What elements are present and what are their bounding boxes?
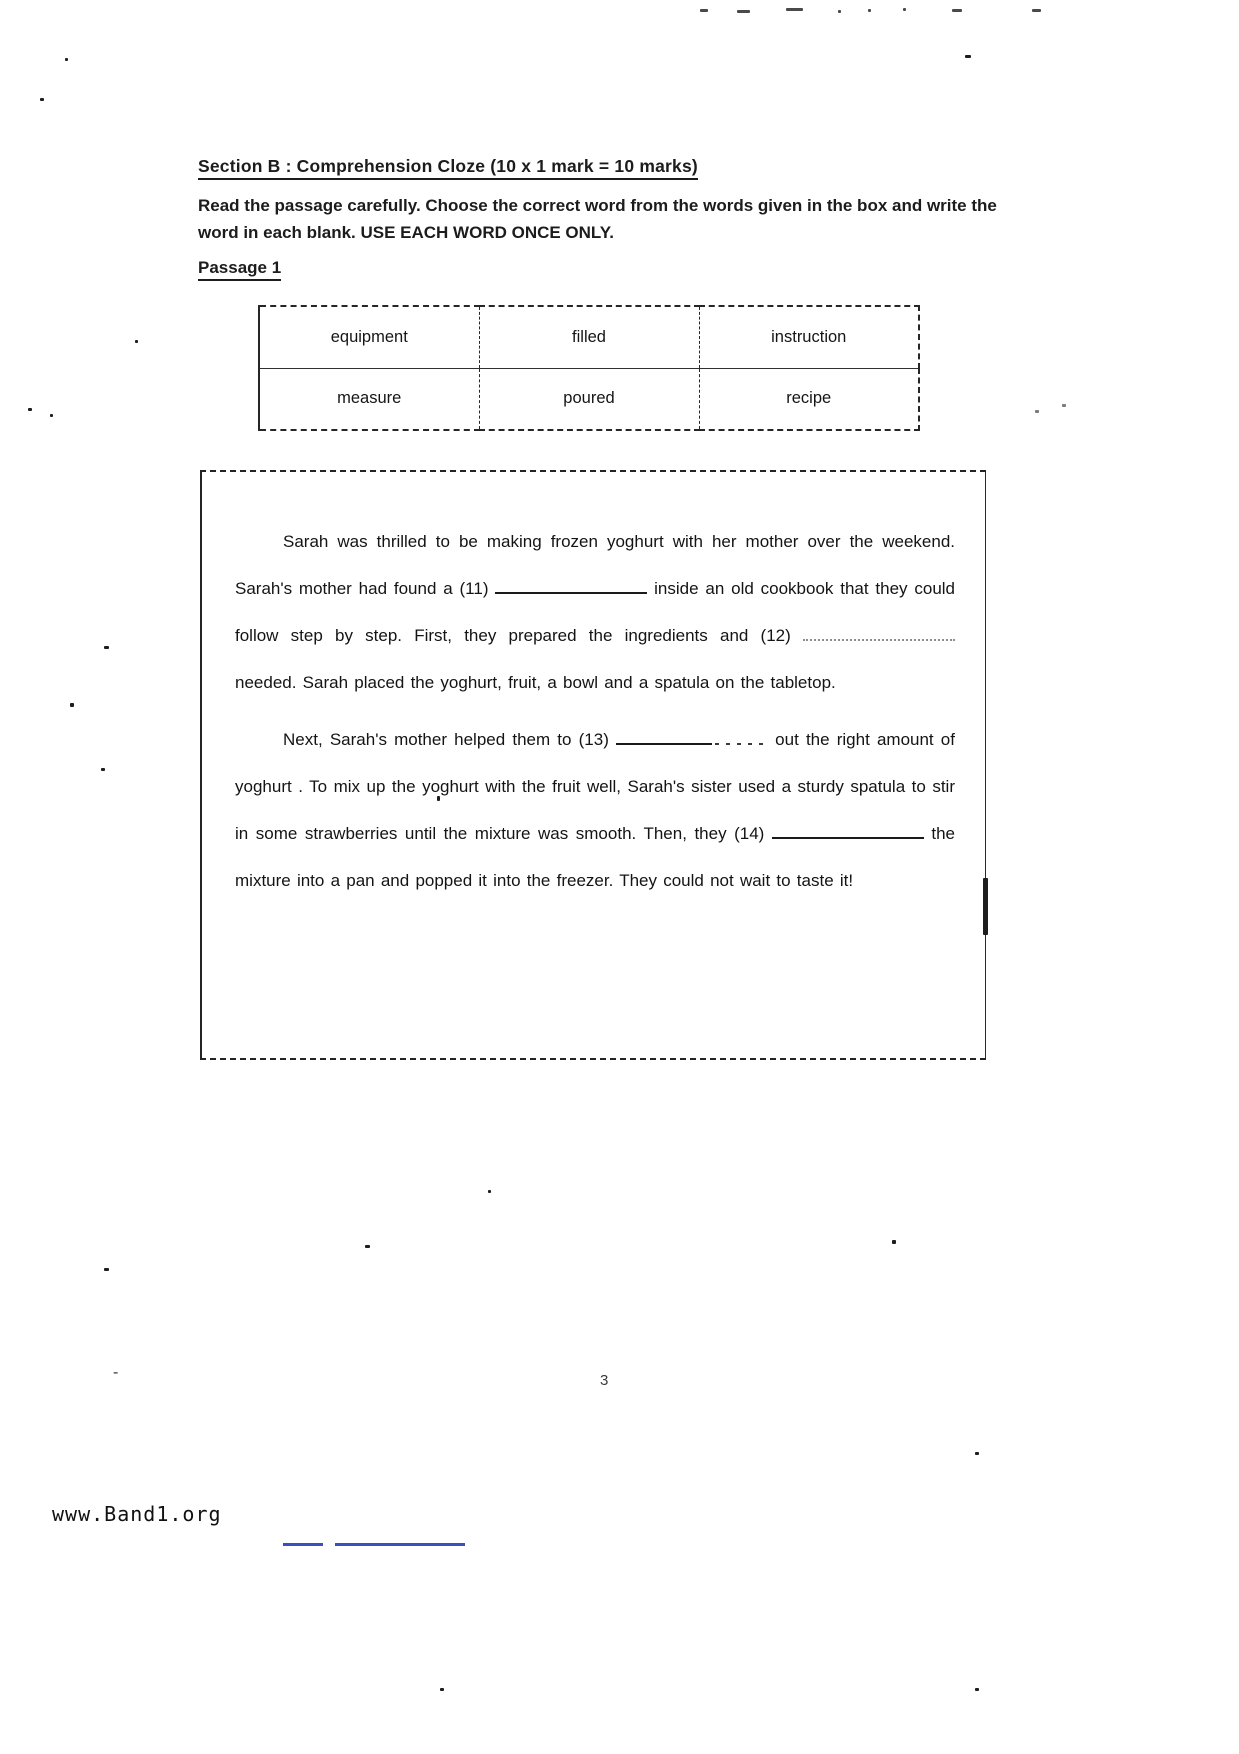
- scan-speck: [892, 1240, 896, 1244]
- scan-speck: [437, 796, 440, 801]
- scan-speck: [1032, 9, 1041, 12]
- scan-speck: [488, 1190, 491, 1193]
- scan-speck: [975, 1688, 979, 1691]
- page-number: 3: [600, 1372, 609, 1389]
- word-box-word: filled: [479, 306, 699, 368]
- scan-dash-mark: -: [113, 1364, 119, 1381]
- answer-blank-13: [616, 731, 768, 745]
- scan-speck: [65, 58, 68, 61]
- scan-speck: [365, 1245, 370, 1248]
- answer-blank-11: [495, 580, 647, 594]
- scan-speck: [101, 768, 105, 771]
- word-box-table: [258, 305, 920, 431]
- passage-text: out the right amount of yoghurt . To mix up the yoghurt with the fruit well, Sarah's sister used a sturdy spatula to stir in some strawberries until the mixture was smooth. Then, they (14): [235, 730, 955, 843]
- scan-speck: [1062, 404, 1066, 407]
- blue-underline-mark: [283, 1543, 465, 1546]
- section-title-text: Section B : Comprehension Cloze (10 x 1 mark = 10 marks): [198, 156, 698, 180]
- scan-speck: [135, 340, 138, 343]
- word-box-word: instruction: [699, 306, 919, 368]
- scan-speck: [737, 10, 750, 13]
- scan-speck: [700, 9, 708, 12]
- answer-blank-14: [772, 825, 924, 839]
- passage-text: Sarah was thrilled to be making frozen yoghurt with her mother over the weekend. Sarah's mother had found a (11): [235, 532, 955, 598]
- passage-text: needed. Sarah placed the yoghurt, fruit, a bowl and a spatula on the tabletop.: [235, 673, 836, 692]
- scan-speck: [868, 9, 871, 12]
- scan-speck: [104, 646, 109, 649]
- scan-speck: [104, 1268, 109, 1271]
- passage-text: the mixture into a pan and popped it into the freezer. They could not wait to taste it!: [235, 824, 955, 890]
- instructions-text: Read the passage carefully. Choose the correct word from the words given in the box and write the word in each blank. USE EACH WORD ONCE ONLY.: [198, 196, 997, 242]
- passage-label: [198, 258, 281, 278]
- scan-speck: [40, 98, 44, 101]
- scan-speck: [838, 10, 841, 13]
- word-box-word: equipment: [330, 327, 408, 346]
- word-box-word: recipe: [699, 368, 919, 430]
- section-title: [198, 156, 698, 177]
- scan-speck: [1035, 410, 1039, 413]
- word-box-word: poured: [479, 368, 699, 430]
- passage-paragraph: [235, 518, 955, 706]
- watermark-text: www.Band1.org: [52, 1502, 222, 1526]
- scan-speck: [28, 408, 32, 411]
- scan-speck: [952, 9, 962, 12]
- scan-speck: [983, 878, 988, 935]
- scan-speck: [903, 8, 906, 11]
- word-box-word: measure: [259, 368, 479, 430]
- answer-blank-12: [803, 627, 955, 641]
- scan-speck: [440, 1688, 444, 1691]
- passage-text: inside an old cookbook that they could follow step by step. First, they prepared the ingredients and (12): [235, 579, 956, 645]
- scan-speck: [975, 1452, 979, 1455]
- passage-paragraph: [235, 716, 955, 904]
- passage-label-text: Passage 1: [198, 258, 281, 281]
- scan-speck: [786, 8, 803, 11]
- scan-speck: [50, 414, 53, 417]
- scan-speck: [965, 55, 971, 58]
- word-box-row: [259, 368, 919, 430]
- passage-box: [200, 470, 986, 1060]
- scan-speck: [70, 703, 74, 707]
- word-box-row: [259, 306, 919, 368]
- passage-text: Next, Sarah's mother helped them to (13): [283, 730, 617, 749]
